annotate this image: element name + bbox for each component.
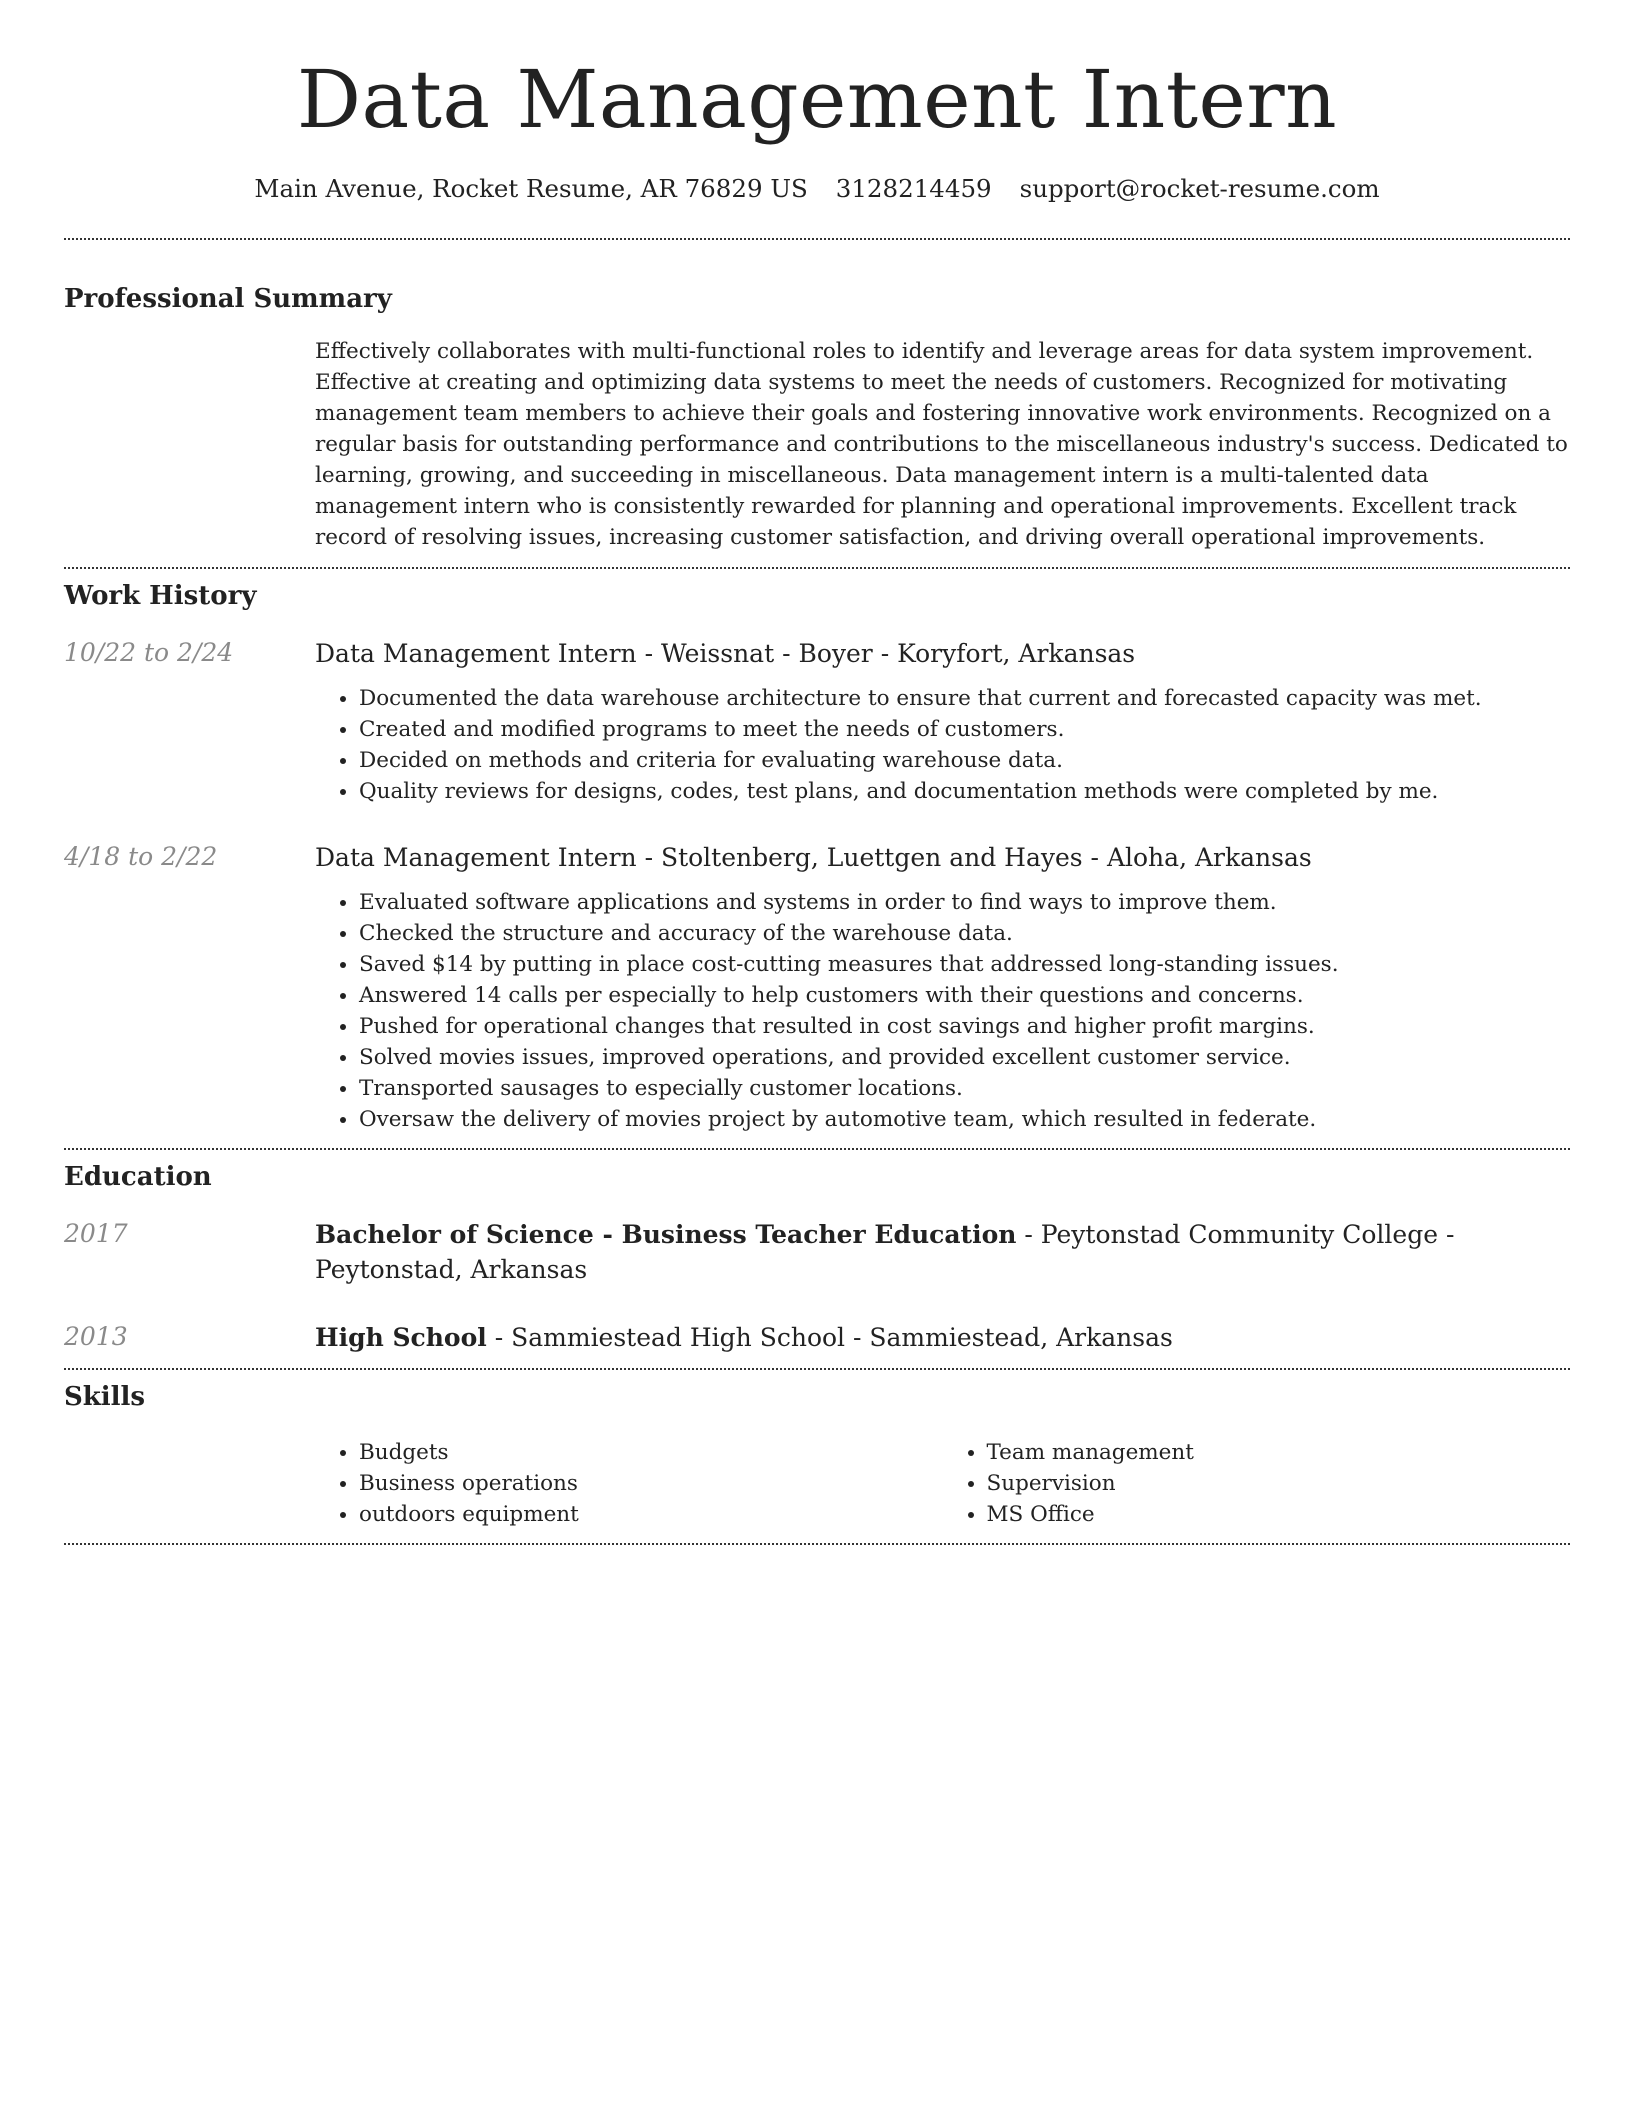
job-entry: [64, 636, 1570, 807]
job-dates: 10/22 to 2/24: [64, 638, 234, 667]
list-item: • Decided on methods and criteria for evaluating warehouse data.: [359, 745, 1570, 776]
job-entry: [64, 840, 1570, 1135]
summary-heading: Professional Summary: [64, 284, 392, 314]
contact-address: Main Avenue, Rocket Resume, AR 76829 US: [254, 174, 808, 203]
education-details: - Peytonstad Community College - Peytonstad, Arkansas: [315, 1220, 1455, 1284]
list-item: • Oversaw the delivery of movies project by automotive team, which resulted in federate.: [359, 1104, 1570, 1135]
education-title: [315, 1217, 1570, 1287]
education-details: - Sammiestead High School - Sammiestead, Arkansas: [486, 1323, 1173, 1352]
list-item: • outdoors equipment: [359, 1499, 943, 1530]
list-item: • Pushed for operational changes that resulted in cost savings and higher profit margins.: [359, 1011, 1570, 1042]
list-item: • MS Office: [987, 1499, 1571, 1530]
education-entry: [64, 1217, 1570, 1287]
skills-list-left: [315, 1437, 943, 1530]
list-item: • Evaluated software applications and systems in order to find ways to improve them.: [359, 887, 1570, 918]
education-year: 2013: [64, 1322, 128, 1351]
list-item: • Budgets: [359, 1437, 943, 1468]
summary-section: [64, 240, 1570, 553]
job-title: Data Management Intern - Weissnat - Boyer - Koryfort, Arkansas: [315, 639, 1136, 668]
list-item: • Quality reviews for designs, codes, test plans, and documentation methods were completed by me.: [359, 776, 1570, 807]
resume-name: Data Management Intern: [296, 53, 1338, 146]
education-section: [64, 1150, 1570, 1355]
job-title: Data Management Intern - Stoltenberg, Luettgen and Hayes - Aloha, Arkansas: [315, 843, 1312, 872]
list-item: • Transported sausages to especially customer locations.: [359, 1073, 1570, 1104]
work-history-heading: Work History: [64, 581, 257, 611]
resume-page: [64, 0, 1570, 1545]
list-item: • Documented the data warehouse architecture to ensure that current and forecasted capacity was met.: [359, 683, 1570, 714]
list-item: • Supervision: [987, 1468, 1571, 1499]
education-year: 2017: [64, 1219, 128, 1248]
skills-heading: Skills: [64, 1382, 146, 1412]
skills-list-right: [943, 1437, 1571, 1530]
education-degree: High School: [315, 1323, 487, 1352]
contact-phone: 3128214459: [835, 174, 992, 203]
education-degree: Bachelor of Science - Business Teacher Education: [315, 1220, 1017, 1249]
skills-section: [64, 1370, 1570, 1530]
list-item: • Business operations: [359, 1468, 943, 1499]
divider: [64, 1543, 1570, 1545]
education-entry: [64, 1320, 1570, 1355]
list-item: • Team management: [987, 1437, 1571, 1468]
list-item: • Answered 14 calls per especially to help customers with their questions and concerns.: [359, 980, 1570, 1011]
list-item: • Solved movies issues, improved operations, and provided excellent customer service.: [359, 1042, 1570, 1073]
list-item: • Checked the structure and accuracy of the warehouse data.: [359, 918, 1570, 949]
contact-email: support@rocket-resume.com: [1019, 174, 1380, 203]
contact-line: [64, 174, 1570, 204]
job-dates: 4/18 to 2/22: [64, 842, 218, 871]
summary-text: Effectively collaborates with multi-functional roles to identify and leverage areas for data system improvement. Effective at creating and optimizing data systems to meet the needs of customers. Recognized for motivating management team members to achieve their goals and fostering innovative work environments. Recognized on a regular basis for outstanding performance and contributions to the miscellaneous industry's success. Dedicated to learning, growing, and succeeding in miscellaneous. Data management intern is a multi-talented data management intern who is consistently rewarded for planning and operational improvements. Excellent track record of resolving issues, increasing customer satisfaction, and driving overall operational improvements.: [315, 339, 1568, 550]
work-history-section: [64, 569, 1570, 1135]
job-bullets: [315, 887, 1570, 1135]
list-item: • Saved $14 by putting in place cost-cutting measures that addressed long-standing issues.: [359, 949, 1570, 980]
education-heading: Education: [64, 1162, 212, 1192]
list-item: • Created and modified programs to meet the needs of customers.: [359, 714, 1570, 745]
job-bullets: [315, 683, 1570, 807]
education-title: [315, 1320, 1570, 1355]
